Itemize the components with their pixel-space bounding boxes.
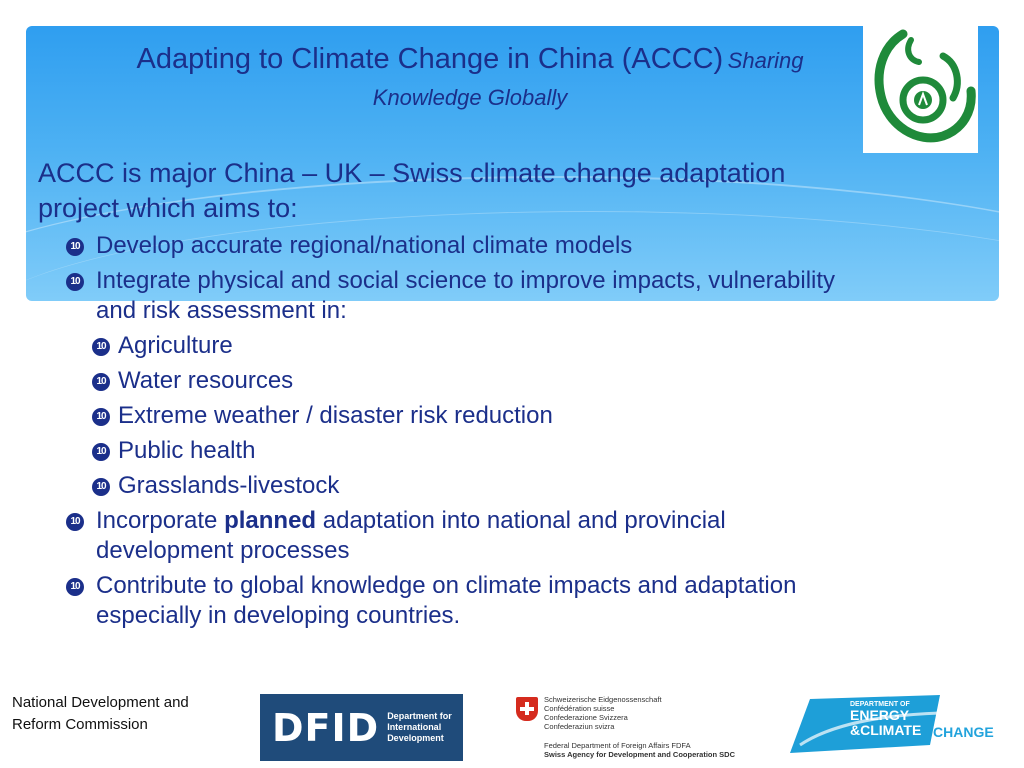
- dfid-subtitle: [387, 711, 463, 744]
- bullet-icon: 10: [92, 408, 110, 426]
- slide-title: [40, 42, 900, 118]
- swiss-line: Schweizerische Eidgenossenschaft: [544, 695, 662, 704]
- dfid-subtitle-line: Department for: [387, 711, 452, 721]
- title-italic-2: Knowledge Globally: [372, 85, 568, 110]
- slide-body: [38, 156, 838, 631]
- fdfa-line: Federal Department of Foreign Affairs FDFA: [544, 741, 691, 750]
- sub-list-item: [38, 366, 838, 396]
- list-item-text: Incorporate: [96, 507, 225, 534]
- bullet-icon: 10: [92, 338, 110, 356]
- sub-list-item: [38, 436, 838, 466]
- swiss-sdc-logo: [512, 693, 742, 763]
- swiss-flag-icon: [516, 697, 538, 721]
- list-item: [38, 506, 838, 566]
- swiss-confederation-text: [544, 695, 662, 731]
- bullet-icon: 10: [92, 443, 110, 461]
- sdc-line: Swiss Agency for Development and Cooperation SDC: [544, 750, 736, 759]
- emphasis-text: planned: [224, 507, 317, 534]
- list-item-text: Develop accurate regional/national climate models: [96, 232, 633, 259]
- bullet-icon: 10: [92, 373, 110, 391]
- list-item-text: Integrate physical and social science to improve impacts, vulnerability and risk assessment in:: [96, 267, 836, 324]
- swiss-line: Confederaziun svizra: [544, 722, 615, 731]
- list-item: [38, 571, 838, 631]
- sub-list-item-text: Public health: [118, 437, 256, 464]
- accc-logo: [863, 26, 978, 153]
- bullet-icon: 10: [66, 238, 84, 256]
- sub-list-item: [38, 471, 838, 501]
- dfid-subtitle-line: International: [387, 722, 442, 732]
- intro-text: ACCC is major China – UK – Swiss climate change adaptation project which aims to:: [38, 158, 786, 223]
- decc-climate: &CLIMATE: [850, 722, 922, 738]
- decc-change: CHANGE: [933, 724, 994, 740]
- title-italic: Sharing: [727, 48, 804, 73]
- ndrc-line: National Development and: [12, 694, 189, 711]
- list-item-text: Contribute to global knowledge on climate impacts and adaptation especially in developing countries.: [96, 572, 797, 629]
- sub-list-item-text: Agriculture: [118, 332, 233, 359]
- dfid-logo: [260, 694, 463, 761]
- decc-logo: [790, 695, 1005, 753]
- sub-list-item-text: Grasslands-livestock: [118, 472, 340, 499]
- sub-list-item: [38, 331, 838, 361]
- sub-list-item-text: Extreme weather / disaster risk reduction: [118, 402, 553, 429]
- accc-logo-icon: [863, 26, 978, 153]
- list-item: [38, 231, 838, 261]
- bullet-icon: 10: [92, 478, 110, 496]
- dfid-wordmark: DFID: [272, 705, 380, 750]
- decc-energy: ENERGY: [850, 707, 910, 723]
- swiss-line: Confédération suisse: [544, 704, 615, 713]
- list-item: [38, 266, 838, 326]
- ndrc-logo: [12, 692, 189, 736]
- bullet-icon: 10: [66, 578, 84, 596]
- sub-list-item: [38, 401, 838, 431]
- bullet-icon: 10: [66, 273, 84, 291]
- title-main: Adapting to Climate Change in China (ACCC): [136, 43, 724, 75]
- dfid-subtitle-line: Development: [387, 733, 444, 743]
- decc-dept: DEPARTMENT OF: [850, 701, 910, 708]
- bullet-icon: 10: [66, 513, 84, 531]
- ndrc-line: Reform Commission: [12, 716, 148, 733]
- sub-list-item-text: Water resources: [118, 367, 294, 394]
- swiss-fdfa-text: [544, 741, 735, 759]
- swiss-line: Confederazione Svizzera: [544, 713, 628, 722]
- list-item-text: adaptation into national and provincial development processes: [96, 507, 726, 564]
